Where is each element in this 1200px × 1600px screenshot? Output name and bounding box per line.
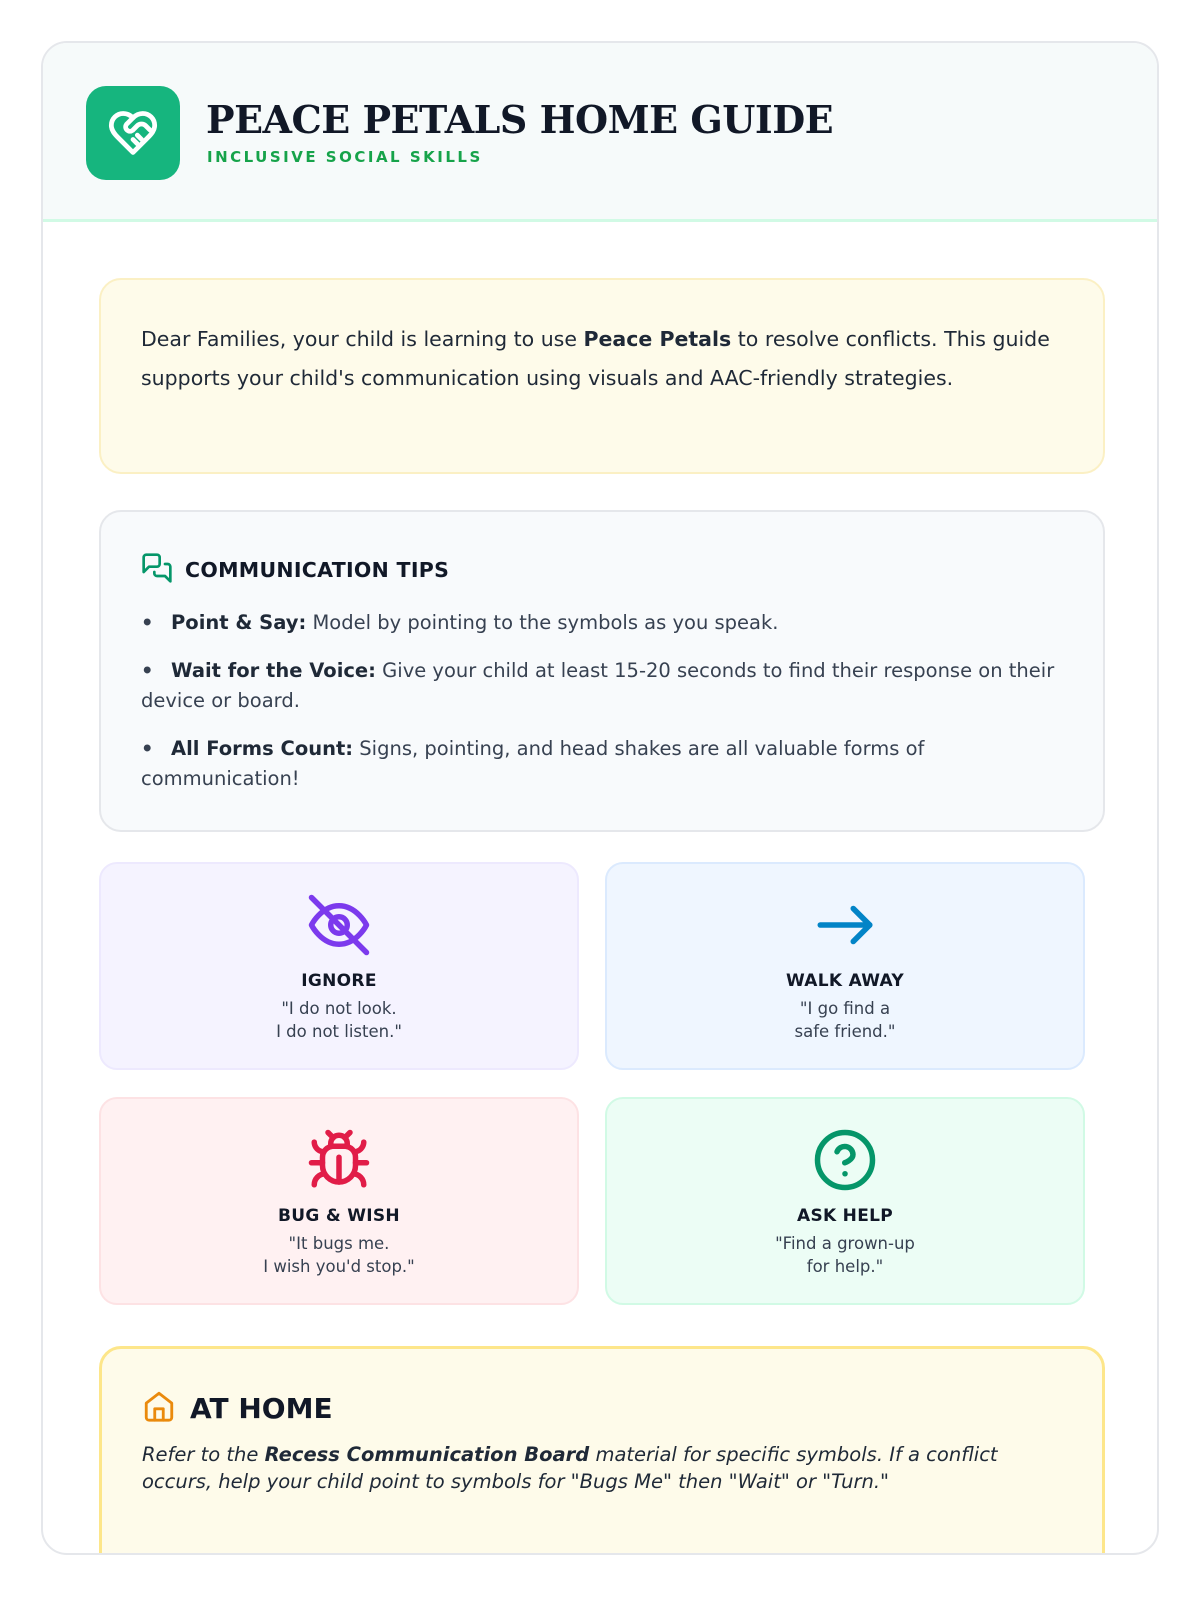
intro-note xyxy=(99,278,1105,474)
tip-text: Signs, pointing, and head shakes are all valuable forms of communication! xyxy=(141,737,925,790)
option-quote: "I do not look. I do not listen." xyxy=(276,999,402,1041)
at-home-heading xyxy=(142,1389,1062,1427)
option-card-ask-help xyxy=(605,1097,1085,1305)
home-text-end: material for specific symbols. If a conflict occurs, help your child point to symbols for "Bugs Me" then "Wait" or "Turn." xyxy=(142,1443,998,1493)
intro-text-start: Dear Families, your child is learning to use xyxy=(141,327,584,351)
option-label: WALK AWAY xyxy=(786,971,904,991)
guide-header xyxy=(43,43,1157,222)
eye-off-icon xyxy=(101,892,577,956)
page-title: PEACE PETALS HOME GUIDE xyxy=(206,97,834,142)
at-home-section xyxy=(99,1346,1105,1555)
bullet: • xyxy=(141,659,154,682)
heart-handshake-icon xyxy=(86,86,180,180)
option-label: BUG & WISH xyxy=(278,1206,400,1226)
tip-label: All Forms Count: xyxy=(171,737,354,760)
option-card-walk-away xyxy=(605,862,1085,1070)
page-subtitle: INCLUSIVE SOCIAL SKILLS xyxy=(207,148,483,166)
tip-label: Point & Say: xyxy=(171,611,307,634)
tip-item xyxy=(141,656,1063,716)
tip-text: Model by pointing to the symbols as you speak. xyxy=(306,611,779,634)
option-quote: "It bugs me. I wish you'd stop." xyxy=(263,1234,415,1276)
option-quote: "Find a grown-up for help." xyxy=(775,1234,915,1276)
chat-bubbles-icon xyxy=(141,552,173,588)
option-quote: "I go find a safe friend." xyxy=(794,999,896,1041)
tip-label: Wait for the Voice: xyxy=(171,659,376,682)
intro-text-bold: Peace Petals xyxy=(583,327,732,351)
tips-title: COMMUNICATION TIPS xyxy=(185,558,450,582)
guide-card xyxy=(41,41,1159,1555)
home-icon xyxy=(142,1389,176,1427)
tip-text: Give your child at least 15-20 seconds to find their response on their device or board. xyxy=(141,659,1055,712)
communication-tips xyxy=(99,510,1105,832)
option-card-ignore xyxy=(99,862,579,1070)
option-label: ASK HELP xyxy=(796,1206,894,1226)
option-label: IGNORE xyxy=(301,971,377,991)
tip-item xyxy=(141,734,1063,794)
bullet: • xyxy=(141,737,154,760)
tips-heading xyxy=(141,552,1063,588)
home-text-start: Refer to the xyxy=(142,1443,265,1466)
bug-icon xyxy=(101,1127,577,1191)
tip-item xyxy=(141,608,1063,638)
bullet: • xyxy=(141,611,154,634)
at-home-title: AT HOME xyxy=(190,1391,333,1425)
at-home-text xyxy=(142,1441,1062,1495)
option-card-bug-wish xyxy=(99,1097,579,1305)
arrow-right-icon xyxy=(607,892,1083,956)
home-text-bold: Recess Communication Board xyxy=(264,1443,590,1466)
intro-text-end: to resolve conflicts. This guide supports your child's communication using visuals and AAC-friendly strategies. xyxy=(141,327,1050,390)
help-circle-icon xyxy=(607,1127,1083,1191)
